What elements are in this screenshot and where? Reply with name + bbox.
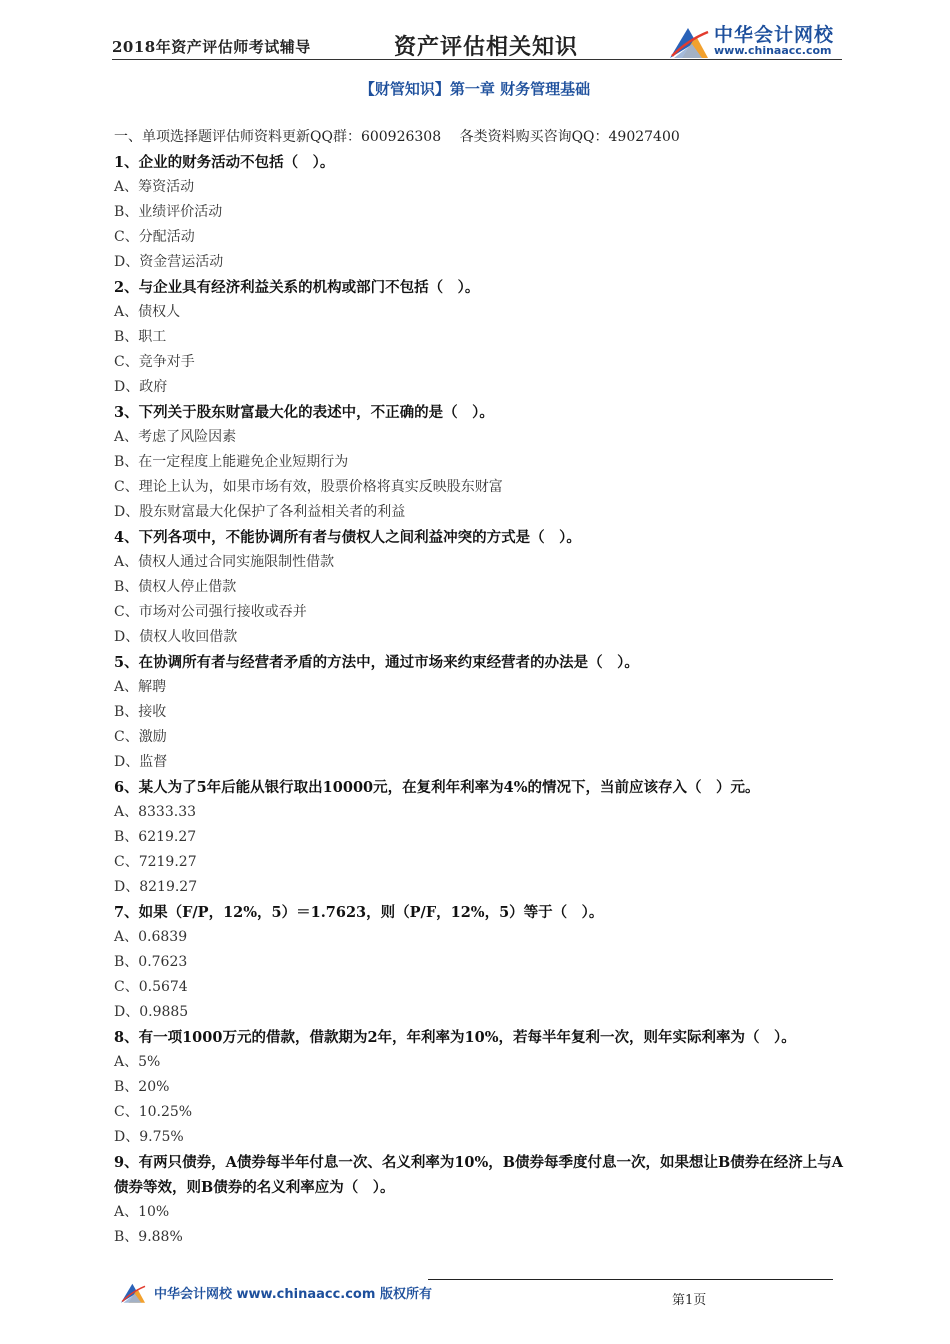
header-divider [112,59,842,60]
option-a: A、债权人 [114,304,181,320]
option-c: C、10.25% [114,1104,193,1120]
question-block [114,775,844,900]
question-block [114,275,844,400]
option-d: D、资金营运活动 [114,254,224,270]
option-d: D、9.75% [114,1129,184,1145]
option-a: A、债权人通过合同实施限制性借款 [114,554,335,570]
footer-divider [428,1279,833,1280]
option-b: B、职工 [114,329,167,345]
intro-line: 一、单项选择题评估师资料更新QQ群：600926308 各类资料购买咨询QQ：49027400 [114,129,680,145]
footer-logo [118,1280,438,1306]
option-a: A、5% [114,1054,161,1070]
question-block [114,1025,844,1150]
option-b: B、在一定程度上能避免企业短期行为 [114,454,349,470]
option-d: D、8219.27 [114,879,198,895]
logo-mountain-icon [668,22,710,60]
option-c: C、0.5674 [114,979,188,995]
option-b: B、接收 [114,704,167,720]
question-block [114,150,844,275]
question-text: 3、下列关于股东财富最大化的表述中，不正确的是（ ）。 [114,404,494,421]
option-b: B、6219.27 [114,829,197,845]
option-c: C、理论上认为，如果市场有效，股票价格将真实反映股东财富 [114,479,503,495]
option-d: D、政府 [114,379,168,395]
question-block [114,650,844,775]
question-block [114,525,844,650]
logo-name: 中华会计网校 [714,24,835,46]
option-c: C、分配活动 [114,229,195,245]
question-text: 7、如果（F/P，12%，5）＝1.7623，则（P/F，12%，5）等于（ ）。 [114,904,604,921]
header-subject-title: 资产评估相关知识 [394,34,579,60]
page-number: 第1页 [672,1293,707,1308]
question-text: 6、某人为了5年后能从银行取出10000元，在复利年利率为4%的情况下，当前应该存入（ ）元。 [114,779,760,796]
question-list [114,125,844,1250]
option-b: B、0.7623 [114,954,188,970]
option-a: A、10% [114,1204,170,1220]
option-c: C、激励 [114,729,167,745]
chinaacc-logo [668,18,848,62]
option-b: B、债权人停止借款 [114,579,237,595]
question-text: 1、企业的财务活动不包括（ ）。 [114,154,335,171]
question-block [114,900,844,1025]
option-b: B、业绩评价活动 [114,204,223,220]
option-c: C、市场对公司强行接收或吞并 [114,604,307,620]
question-text: 9、有两只债券，A债券每半年付息一次、名义利率为10%，B债券每季度付息一次，如果想让B债券在经济上与A债券等效，则B债券的名义利率应为（ ）。 [114,1154,844,1196]
option-c: C、7219.27 [114,854,197,870]
header-course-title: 2018年资产评估师考试辅导 [112,38,311,56]
footer-mountain-icon [118,1280,148,1304]
option-a: A、筹资活动 [114,179,195,195]
question-text: 4、下列各项中，不能协调所有者与债权人之间利益冲突的方式是（ ）。 [114,529,581,546]
option-b: B、9.88% [114,1229,183,1245]
option-a: A、考虑了风险因素 [114,429,237,445]
logo-url: www.chinaacc.com [714,44,832,57]
question-text: 2、与企业具有经济利益关系的机构或部门不包括（ ）。 [114,279,480,296]
option-a: A、8333.33 [114,804,197,820]
option-a: A、0.6839 [114,929,188,945]
question-block [114,1150,844,1250]
footer-copyright: 中华会计网校 www.chinaacc.com 版权所有 [154,1287,432,1302]
question-text: 8、有一项1000万元的借款，借款期为2年，年利率为10%，若每半年复利一次，则年实际利率为（ ）。 [114,1029,796,1046]
option-d: D、债权人收回借款 [114,629,238,645]
option-d: D、监督 [114,754,168,770]
option-c: C、竞争对手 [114,354,195,370]
option-a: A、解聘 [114,679,167,695]
section-title: 【财管知识】第一章 财务管理基础 [359,80,591,98]
option-b: B、20% [114,1079,170,1095]
option-d: D、0.9885 [114,1004,189,1020]
question-block [114,400,844,525]
option-d: D、股东财富最大化保护了各利益相关者的利益 [114,504,406,520]
question-text: 5、在协调所有者与经营者矛盾的方法中，通过市场来约束经营者的办法是（ ）。 [114,654,639,671]
